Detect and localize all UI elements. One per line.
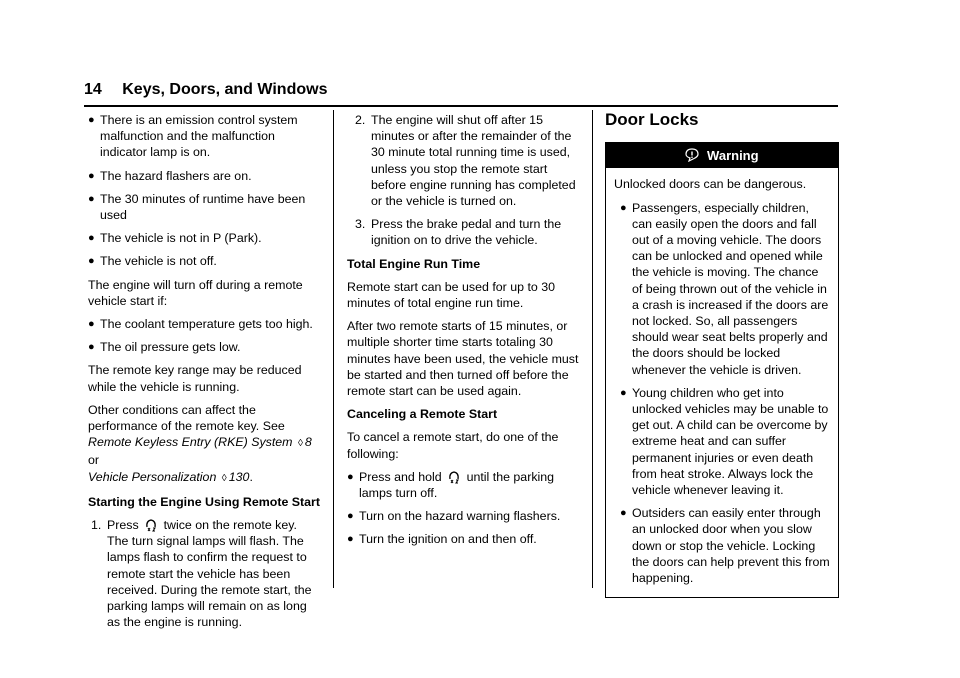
- header-rule: [84, 105, 838, 107]
- page-reference-arrow-icon: ◊: [297, 438, 303, 450]
- step-item: 3. Press the brake pedal and turn the ignition on to drive the vehicle.: [355, 217, 562, 248]
- list-item: ● There is an emission control system malfunction and the malfunction indicator lamp is on.: [88, 113, 298, 160]
- remote-start-icon: [144, 518, 158, 532]
- vehicle-personalization-link[interactable]: Vehicle Personalization: [88, 469, 217, 484]
- warning-header: Warning: [606, 143, 838, 168]
- page-number: 14: [84, 81, 102, 98]
- list-item: ● The vehicle is not in P (Park).: [88, 231, 262, 246]
- warning-icon: [685, 148, 699, 162]
- section-title-door-locks: Door Locks: [605, 110, 699, 129]
- bullet-icon: ●: [620, 201, 627, 214]
- remote-start-icon: [447, 470, 461, 484]
- bullet-icon: ●: [88, 192, 95, 205]
- step-item: 1. Press twice on the remote key. The turn signal lamps will flash. The lamps flash to confirm the request to remote start the vehicle has been received. During the remote start, the parking lamps will remain on as long as the engine is running.: [91, 518, 312, 630]
- section-heading-start: Starting the Engine Using Remote Start: [88, 494, 321, 509]
- column-3: [605, 112, 839, 598]
- bullet-icon: ●: [620, 386, 627, 399]
- section-heading-cancel: Canceling a Remote Start: [347, 407, 498, 422]
- list-item: ● Passengers, especially children, can easily open the doors and fall out of a moving vehicle. The doors can be unlocked and opened while the vehicle is moving. The chance of being thrown out of the vehicle in a crash is increased if the doors are not locked. So, all passengers should wear seat belts properly and the doors should be locked whenever the vehicle is driven.: [620, 200, 829, 377]
- list-item: ● The vehicle is not off.: [88, 254, 217, 269]
- list-item: ● Press and hold until the parking lamps turn off.: [347, 469, 555, 501]
- column-divider: [333, 110, 334, 588]
- bullet-icon: ●: [88, 232, 95, 245]
- bullet-icon: ●: [88, 318, 95, 331]
- bullet-icon: ●: [88, 114, 95, 126]
- range-paragraph: The remote key range may be reduced while the vehicle is running.: [88, 363, 302, 394]
- warning-body: [606, 168, 838, 597]
- list-item: ● The 30 minutes of runtime have been used: [88, 191, 306, 223]
- rke-reference-link[interactable]: Remote Keyless Entry (RKE) System: [88, 435, 293, 450]
- rke-page-ref[interactable]: 8: [304, 435, 312, 450]
- bullet-icon: ●: [88, 341, 95, 354]
- turnoff-intro: The engine will turn off during a remote vehicle start if:: [88, 277, 303, 308]
- bullet-icon: ●: [88, 255, 95, 268]
- list-item: ● Turn on the hazard warning flashers.: [347, 509, 561, 524]
- bullet-icon: ●: [347, 510, 354, 523]
- step-item: 2. The engine will shut off after 15 minutes or after the remainder of the 30 minute total running time is used, unless you stop the remote start before engine running has completed or the vehicle is turned on.: [355, 113, 576, 209]
- column-2: [347, 112, 579, 555]
- list-item: ● The oil pressure gets low.: [88, 340, 241, 355]
- list-item: ● The coolant temperature gets too high.: [88, 317, 313, 332]
- page-header: [84, 81, 327, 99]
- cancel-intro: To cancel a remote start, do one of the following:: [347, 430, 559, 461]
- column-1: [88, 112, 320, 637]
- bullet-icon: ●: [347, 533, 354, 546]
- section-heading-total: Total Engine Run Time: [347, 256, 481, 271]
- warning-intro: Unlocked doors can be dangerous.: [614, 177, 807, 192]
- column-divider: [592, 110, 593, 588]
- list-item: ● Turn the ignition on and then off.: [347, 532, 537, 547]
- list-item: ● Young children who get into unlocked vehicles may be unable to get out. A child can be overcome by extreme heat and can suffer permanent injuries or even death from heat stroke. Always lock the vehicle whenever leaving it.: [620, 385, 829, 498]
- page-reference-arrow-icon: ◊: [221, 472, 227, 484]
- list-item: ● The hazard flashers are on.: [88, 168, 252, 183]
- total-paragraph-1: Remote start can be used for up to 30 minutes of total engine run time.: [347, 279, 556, 311]
- vp-page-ref[interactable]: 130: [228, 469, 250, 484]
- bullet-icon: ●: [88, 169, 95, 182]
- chapter-title: Keys, Doors, and Windows: [122, 81, 328, 98]
- warning-box: [605, 142, 839, 598]
- conditions-paragraph: Other conditions can affect the performance of the remote key. See Remote Keyless Entry (RKE) System ◊ 8 or Vehicle Personalization ◊ 130.: [88, 402, 312, 484]
- list-item: ● Outsiders can easily enter through an unlocked door when you slow down or stop the vehicle. Locking the doors can help prevent this from happening.: [620, 506, 830, 586]
- total-paragraph-2: After two remote starts of 15 minutes, or multiple shorter time starts totaling 30 minutes have been used, the vehicle must be started and then turned off before the remote start can be used again.: [347, 319, 579, 399]
- bullet-icon: ●: [620, 507, 627, 520]
- bullet-icon: ●: [347, 470, 354, 483]
